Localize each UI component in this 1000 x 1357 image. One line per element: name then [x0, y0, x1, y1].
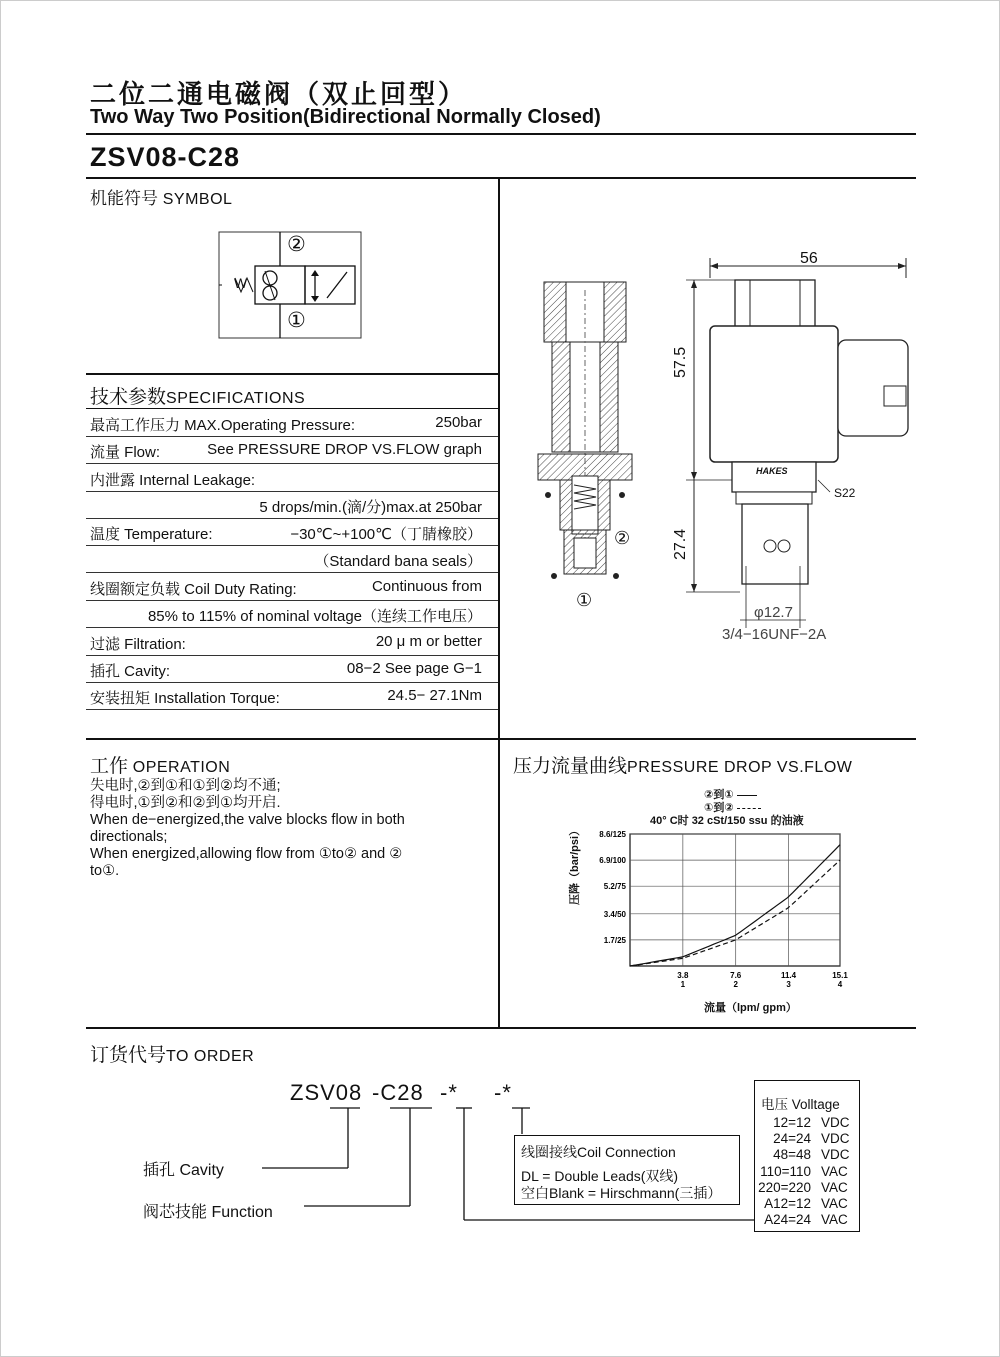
- voltage-unit: VAC: [821, 1196, 848, 1211]
- x-tick-label-lpm: 3.8: [677, 971, 689, 980]
- spec-row-temperature: 温度 Temperature: −30℃~+100℃（丁腈橡胶）: [86, 519, 498, 546]
- model-rule: [86, 177, 916, 179]
- voltage-item: [755, 1115, 855, 1131]
- header-rule: [86, 133, 916, 135]
- voltage-title: 电压 Volltage: [761, 1097, 840, 1112]
- operation-line: 失电时,②到①和①到②均不通;: [90, 778, 281, 794]
- model-number: ZSV08-C28: [90, 142, 241, 172]
- coil-title: 线圈接线Coil Connection: [521, 1144, 676, 1160]
- dim-height-bottom: 27.4: [672, 528, 689, 560]
- voltage-item: [755, 1131, 855, 1147]
- order-code-function: -C28: [372, 1080, 424, 1105]
- symbol-title: 机能符号 SYMBOL: [90, 189, 233, 208]
- spec-row-flow: 流量 Flow: See PRESSURE DROP VS.FLOW graph: [86, 437, 498, 464]
- diameter: φ12.7: [754, 604, 793, 621]
- coil-connection-box: [514, 1135, 740, 1205]
- y-tick-label: 1.7/25: [603, 935, 626, 945]
- chart-condition: 40° C时 32 cSt/150 ssu 的油液: [650, 815, 804, 827]
- voltage-code: A24=24: [764, 1212, 811, 1228]
- chart-ylabel: 压降（bar/psi）: [569, 824, 581, 905]
- voltage-code: 220=220: [758, 1179, 811, 1195]
- pressure-chart: [560, 830, 860, 1000]
- spec-row-filtration: 过滤 Filtration: 20 μ m or better: [86, 629, 498, 656]
- operation-text: [90, 778, 490, 880]
- spec-row-voltage-range: 85% to 115% of nominal voltage（连续工作电压）: [86, 601, 498, 628]
- symbol-port-2: ②: [287, 233, 306, 256]
- spec-row-cavity: 插孔 Cavity: 08−2 See page G−1: [86, 656, 498, 683]
- operation-line: When de−energized,the valve blocks flow in both: [90, 812, 405, 828]
- operation-line: directionals;: [90, 829, 168, 845]
- chart-xlabel: 流量（lpm/ gpm）: [704, 1002, 797, 1014]
- voltage-unit: VDC: [821, 1147, 850, 1163]
- y-tick-label: 5.2/75: [603, 882, 626, 892]
- chart-frame: [630, 834, 840, 966]
- legend-dashed: ①到②: [704, 799, 761, 815]
- spec-row-coil-duty: 线圈额定负载 Coil Duty Rating: Continuous from: [86, 574, 498, 601]
- chart-title: 压力流量曲线PRESSURE DROP VS.FLOW: [513, 756, 853, 777]
- spring-label: W: [234, 275, 248, 291]
- operation-line: When energized,allowing flow from ①to② and ②: [90, 846, 403, 862]
- drawing-port-2: ②: [614, 528, 631, 548]
- x-tick-label-gpm: 2: [733, 980, 738, 989]
- series-line-solid: [630, 845, 840, 966]
- legend-solid: ②到①: [704, 786, 757, 802]
- voltage-code: A12=12: [764, 1196, 811, 1211]
- coil-option: DL = Double Leads(双线): [521, 1168, 679, 1184]
- order-code-model: ZSV08: [290, 1080, 363, 1105]
- voltage-box: [754, 1080, 860, 1232]
- voltage-code: 110=110: [760, 1163, 811, 1179]
- x-tick-label-gpm: 1: [680, 980, 686, 989]
- voltage-unit: VDC: [821, 1131, 850, 1147]
- specs-title-rule: [86, 408, 498, 409]
- x-tick-label-lpm: 11.4: [780, 971, 797, 980]
- voltage-code: 24=24: [773, 1131, 811, 1147]
- order-code-coil: -*: [440, 1080, 458, 1105]
- voltage-unit: VDC: [821, 1115, 850, 1130]
- spec-row-leakage-value: 5 drops/min.(滴/分)max.at 250bar: [86, 492, 498, 519]
- voltage-item: [755, 1147, 855, 1163]
- spec-row-leakage: 内泄露 Internal Leakage:: [86, 465, 498, 492]
- hex-size: S22: [834, 486, 856, 500]
- dim-width: 56: [800, 250, 818, 267]
- cavity-label: 插孔 Cavity: [143, 1162, 224, 1179]
- brand-mark: HAKES: [756, 466, 788, 476]
- column-divider: [498, 178, 500, 1028]
- dim-height-top: 57.5: [672, 346, 689, 378]
- y-tick-label: 8.6/125: [599, 830, 626, 839]
- y-tick-label: 6.9/100: [599, 856, 626, 866]
- thread-spec: 3/4−16UNF−2A: [722, 626, 827, 643]
- order-rule: [86, 1027, 916, 1029]
- coil-option: 空白Blank = Hirschmann(三插）: [521, 1185, 722, 1201]
- outline-drawing: [680, 248, 920, 648]
- spec-row-seals: （Standard bana seals）: [86, 546, 498, 573]
- spec-row-pressure: 最高工作压力 MAX.Operating Pressure: 250bar: [86, 410, 498, 437]
- voltage-unit: VAC: [821, 1179, 848, 1195]
- symbol-rule: [86, 373, 498, 375]
- order-title: 订货代号TO ORDER: [90, 1045, 255, 1066]
- voltage-code: 12=12: [773, 1115, 811, 1130]
- voltage-item: [755, 1164, 855, 1180]
- x-tick-label-lpm: 15.1: [832, 971, 848, 980]
- title-en: Two Way Two Position(Bidirectional Normally Closed): [90, 106, 601, 128]
- voltage-item: [755, 1212, 855, 1228]
- voltage-unit: VAC: [821, 1163, 848, 1179]
- order-code-voltage: -*: [494, 1080, 512, 1105]
- x-tick-label-gpm: 4: [837, 980, 843, 989]
- y-tick-label: 3.4/50: [603, 909, 626, 919]
- specs-title: 技术参数SPECIFICATIONS: [90, 387, 306, 408]
- operation-title: 工作 OPERATION: [90, 756, 231, 777]
- voltage-code: 48=48: [773, 1147, 811, 1163]
- spec-row-torque: 安装扭矩 Installation Torque: 24.5− 27.1Nm: [86, 683, 498, 710]
- function-label: 阀芯技能 Function: [143, 1204, 273, 1221]
- operation-line: 得电时,①到②和②到①均开启.: [90, 795, 281, 811]
- cross-section-drawing: [530, 270, 640, 610]
- operation-line: to①.: [90, 863, 120, 879]
- x-tick-label-lpm: 7.6: [730, 971, 742, 980]
- voltage-item: [755, 1180, 855, 1196]
- operation-rule: [86, 738, 916, 740]
- voltage-item: [755, 1196, 855, 1212]
- x-tick-label-gpm: 3: [786, 980, 791, 989]
- voltage-unit: VAC: [821, 1212, 848, 1228]
- title-cn: 二位二通电磁阀（双止回型）: [90, 79, 468, 109]
- symbol-port-1: ①: [287, 309, 306, 332]
- drawing-port-1: ①: [576, 590, 593, 610]
